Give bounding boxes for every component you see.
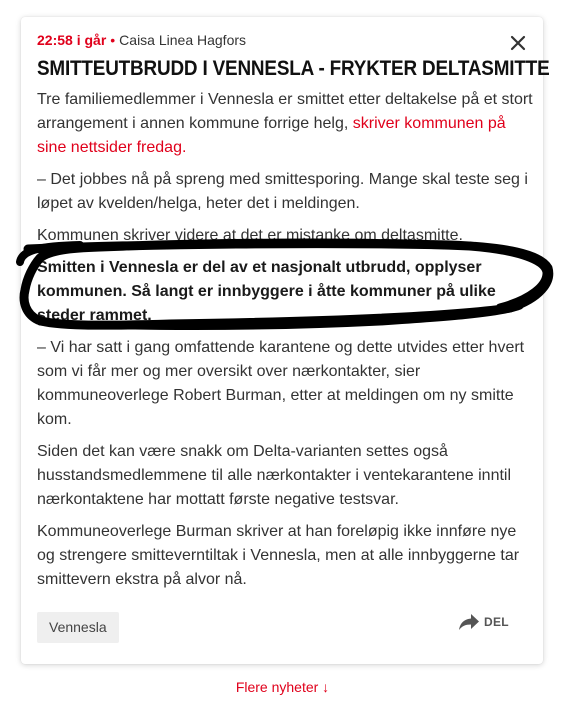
article-body bbox=[37, 88, 533, 600]
paragraph-highlighted: Smitten i Vennesla er del av et nasjonalt utbrudd, opplyser kommunen. Så langt er innbyggere i åtte kommuner på ulike steder rammet. bbox=[37, 259, 496, 324]
close-icon bbox=[508, 33, 528, 53]
article-meta bbox=[37, 32, 246, 49]
article-headline: SMITTEUTBRUDD I VENNESLA - FRYKTER DELTASMITTE bbox=[37, 57, 550, 80]
topic-tag[interactable]: Vennesla bbox=[37, 612, 119, 643]
paragraph: Kommuneoverlege Burman skriver at han foreløpig ikke innføre nye og strengere smitteverntiltak i Vennesla, men at alle innbyggerne tar smittevern ekstra på alvor nå. bbox=[37, 523, 520, 588]
paragraph: Kommunen skriver videre at det er mistanke om deltasmitte. bbox=[37, 227, 463, 244]
more-news-link[interactable]: Flere nyheter ↓ bbox=[235, 679, 330, 695]
source-link[interactable]: skriver kommunen på sine nettsider fredag. bbox=[37, 115, 506, 156]
meta-separator: • bbox=[110, 32, 116, 48]
share-button[interactable] bbox=[458, 611, 509, 633]
author-name: Caisa Linea Hagfors bbox=[119, 32, 247, 48]
paragraph: – Vi har satt i gang omfattende karantene og dette utvides etter hvert som vi får mer og mer oversikt over nærkontakter, sier kommuneoverlege Robert Burman, etter at meldingen om ny smitte kom. bbox=[37, 339, 525, 428]
share-arrow-icon bbox=[458, 613, 480, 631]
timestamp: 22:58 i går bbox=[37, 32, 107, 48]
share-label: DEL bbox=[484, 615, 509, 629]
news-card bbox=[21, 17, 550, 664]
paragraph-intro: Tre familiemedlemmer i Vennesla er smittet etter deltakelse på et stort arrangement i annen kommune forrige helg, skriver kommunen på sine nettsider fredag. bbox=[37, 91, 533, 156]
paragraph: Siden det kan være snakk om Delta-varianten settes også husstandsmedlemmene til alle nærkontakter i ventekarantene inntil nærkontaktene har mottatt første negative testsvar. bbox=[37, 443, 512, 508]
close-button[interactable] bbox=[508, 33, 528, 53]
paragraph: – Det jobbes nå på spreng med smittesporing. Mange skal teste seg i løpet av kvelden/helga, heter det i meldingen. bbox=[37, 171, 528, 212]
